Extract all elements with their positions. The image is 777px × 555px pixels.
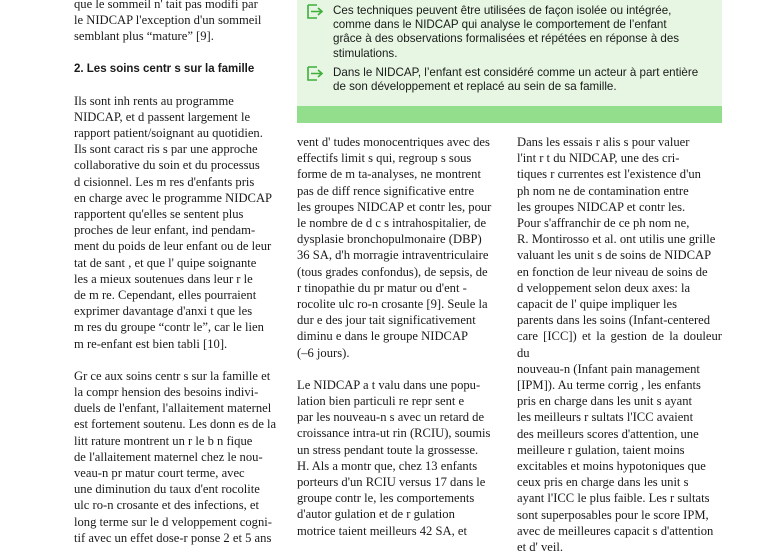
text-line: collaborative du soin et du processus: [74, 158, 260, 173]
key-point-1: [307, 4, 707, 61]
text-line: capacit de l' quipe impliquer les: [517, 297, 677, 312]
text-line: pas de diff rence significative entre: [297, 183, 475, 198]
text-line: meilleure r gulation, taient moins: [517, 442, 685, 457]
text-line: excitables et moins hypotoniques que: [517, 459, 706, 474]
paragraph: [74, 93, 280, 352]
text-line: sont superposables pour le score IPM,: [517, 507, 709, 522]
text-line: motrice taient meilleurs 42 SA, et: [297, 523, 467, 538]
text-line: des meilleurs scores d'attention, une: [517, 426, 699, 441]
text-line: les groupes NIDCAP et contr les.: [517, 199, 686, 214]
column-1: [74, 0, 280, 546]
key-point-1-line: Ces techniques peuvent être utilisées de façon isolée ou intégrée,: [333, 4, 672, 17]
text-line: par les nouveau-n s avec un retard de: [297, 410, 485, 425]
key-point-2-line: Dans le NIDCAP, l’enfant est considéré comme un acteur à part entière: [333, 66, 699, 79]
text-line: parents dans les soins (Infant-centered: [517, 313, 711, 328]
text-line: care [ICC]) et la gestion de la douleur du: [517, 329, 722, 360]
text-line: ceux pris en charge dans les unit s: [517, 475, 689, 490]
text-line: valuant les unit s de soins de NIDCAP: [517, 248, 712, 263]
text-line: ayant l'ICC le plus faible. Les r sultats: [517, 491, 710, 506]
key-point-1-line: stimulations.: [333, 46, 398, 60]
text-line: de m re. Cependant, elles pourraient: [74, 288, 257, 303]
key-point-2-line: de son développement et replacé au sein de sa famille.: [333, 80, 617, 94]
text-line: que le sommeil n' tait pas modifi par: [74, 0, 258, 11]
text-line: (–6 jours).: [297, 345, 350, 360]
column-2: [297, 134, 500, 539]
text-line: nouveau-n (Infant pain management: [517, 361, 700, 376]
text-line: veau-n pr matur court terme, avec: [74, 466, 245, 481]
intro-paragraph: [74, 0, 280, 45]
text-line: ment du poids de leur enfant ou de leur: [74, 239, 272, 254]
text-line: d'autor gulation et de r gulation: [297, 507, 455, 522]
text-line: ph nom ne de contamination entre: [517, 183, 689, 198]
text-line: Gr ce aux soins centr s sur la famille et: [74, 368, 271, 383]
text-line: les meilleurs r sultats l'ICC avaient: [517, 410, 694, 425]
text-line: vent d' tudes monocentriques avec des: [297, 135, 490, 149]
text-line: Le NIDCAP a t valu dans une popu-: [297, 377, 481, 392]
text-line: semblant plus “mature” [9].: [74, 29, 214, 44]
text-line: diminu e dans le groupe NIDCAP: [297, 329, 469, 344]
text-line: en fonction de leur niveau de soins de: [517, 264, 708, 279]
text-line: le nombre de d c s intrahospitalier, de: [297, 216, 487, 231]
text-line: les a mieux soutenues dans leur r le: [74, 271, 253, 286]
paragraph: [297, 134, 500, 361]
text-line: groupe contr le, les comportements: [297, 491, 475, 506]
text-line: en charge avec le programme NIDCAP: [74, 190, 273, 205]
text-line: dysplasie bronchopulmonaire (DBP): [297, 232, 482, 247]
text-line: lation bien particuli re repr sent e: [297, 394, 465, 409]
text-line: tat de sant , et que l' quipe soignante: [74, 255, 257, 270]
paragraph: [517, 134, 722, 555]
text-line: rocolite ulc ro-n crosante [9]. Seule la: [297, 297, 488, 312]
text-line: le NIDCAP l'exception d'un sommeil: [74, 13, 262, 28]
text-line: ulc ro-n crosante et des infections, et: [74, 498, 259, 513]
text-line: 36 SA, d'h morragie intraventriculaire: [297, 248, 489, 263]
text-line: m res du groupe “contr le”, car le lien: [74, 320, 264, 335]
text-line: NIDCAP, et d passent largement le: [74, 109, 251, 124]
text-line: rapport patient/soignant au quotidien.: [74, 126, 263, 141]
text-line: pris en charge dans les unit s ayant: [517, 394, 692, 409]
key-point-1-line: comme dans le NIDCAP qui analyse le comportement de l’enfant: [333, 18, 667, 32]
text-line: un stress pendant toute la grossesse.: [297, 442, 479, 457]
text-line: exprimer davantage d'anxi t que les: [74, 304, 253, 319]
text-line: de l'allaitement maternel chez le nou-: [74, 449, 263, 464]
text-line: m re-enfant est bien tabli [10].: [74, 336, 228, 351]
column-3: [517, 134, 722, 555]
text-line: [IPM]). Au terme corrig , les enfants: [517, 378, 701, 393]
text-line: effectifs limit s qui, regroup s sous: [297, 151, 472, 166]
text-line: l'int r t du NIDCAP, une des cri-: [517, 151, 680, 166]
text-line: long terme sur le d veloppement cogni-: [74, 514, 272, 529]
text-line: porteurs d'un RCIU versus 17 dans le: [297, 475, 486, 490]
text-line: est fortement soutenu. Les donn es de la: [74, 417, 277, 432]
paragraph: [74, 368, 280, 546]
text-line: tif avec un effet dose-r ponse 2 et 5 ans: [74, 530, 272, 545]
text-line: H. Als a montr que, chez 13 enfants: [297, 458, 478, 473]
text-line: proches de leur enfant, ind pendam-: [74, 223, 256, 238]
text-line: une diminution du taux d'ent rocolite: [74, 482, 260, 497]
text-line: (tous grades confondus), de sepsis, de: [297, 264, 488, 279]
text-line: Ils sont inh rents au programme: [74, 93, 234, 108]
text-line: r tinopathie du pr matur ou d'ent -: [297, 280, 467, 295]
text-line: Pour s'affranchir de ce ph nom ne,: [517, 216, 690, 231]
text-line: la compr hension des besoins indivi-: [74, 385, 259, 400]
text-line: d veloppement selon deux axes: la: [517, 280, 691, 295]
text-line: Ils sont caract ris s par une approche: [74, 142, 258, 157]
text-line: les groupes NIDCAP et contr les, pour: [297, 199, 492, 214]
text-line: litt rature montrent un r le b n fique: [74, 433, 253, 448]
text-line: forme de m ta-analyses, ne montrent: [297, 167, 481, 182]
text-line: avec de meilleures capacit s d'attention: [517, 523, 714, 538]
text-line: d cisionnel. Les m res d'enfants pris: [74, 174, 255, 189]
paragraph: [297, 377, 500, 539]
section-heading: 2. Les soins centr s sur la famille: [74, 62, 255, 75]
key-point-1-line: grâce à des observations formalisées et répétées en réponse à des: [333, 32, 680, 46]
box-footer-bar: [297, 106, 722, 123]
text-line: croissance intra-ut rin (RCIU), soumis: [297, 426, 491, 441]
arrow-icon: [307, 66, 324, 81]
text-line: R. Montirosso et al. ont utilis une grille: [517, 232, 716, 247]
text-line: Dans les essais r alis s pour valuer: [517, 135, 690, 149]
text-line: et d' veil.: [517, 540, 563, 555]
text-line: dur e des jour tait significativement: [297, 313, 476, 328]
text-line: rapportent qu'elles se sentent plus: [74, 207, 244, 222]
arrow-icon: [307, 4, 324, 19]
key-point-2: [307, 66, 707, 94]
text-line: duels de l'enfant, l'allaitement maternel: [74, 401, 272, 416]
key-points-box: [297, 0, 722, 106]
text-line: tiques r currentes est l'existence d'un: [517, 167, 701, 182]
